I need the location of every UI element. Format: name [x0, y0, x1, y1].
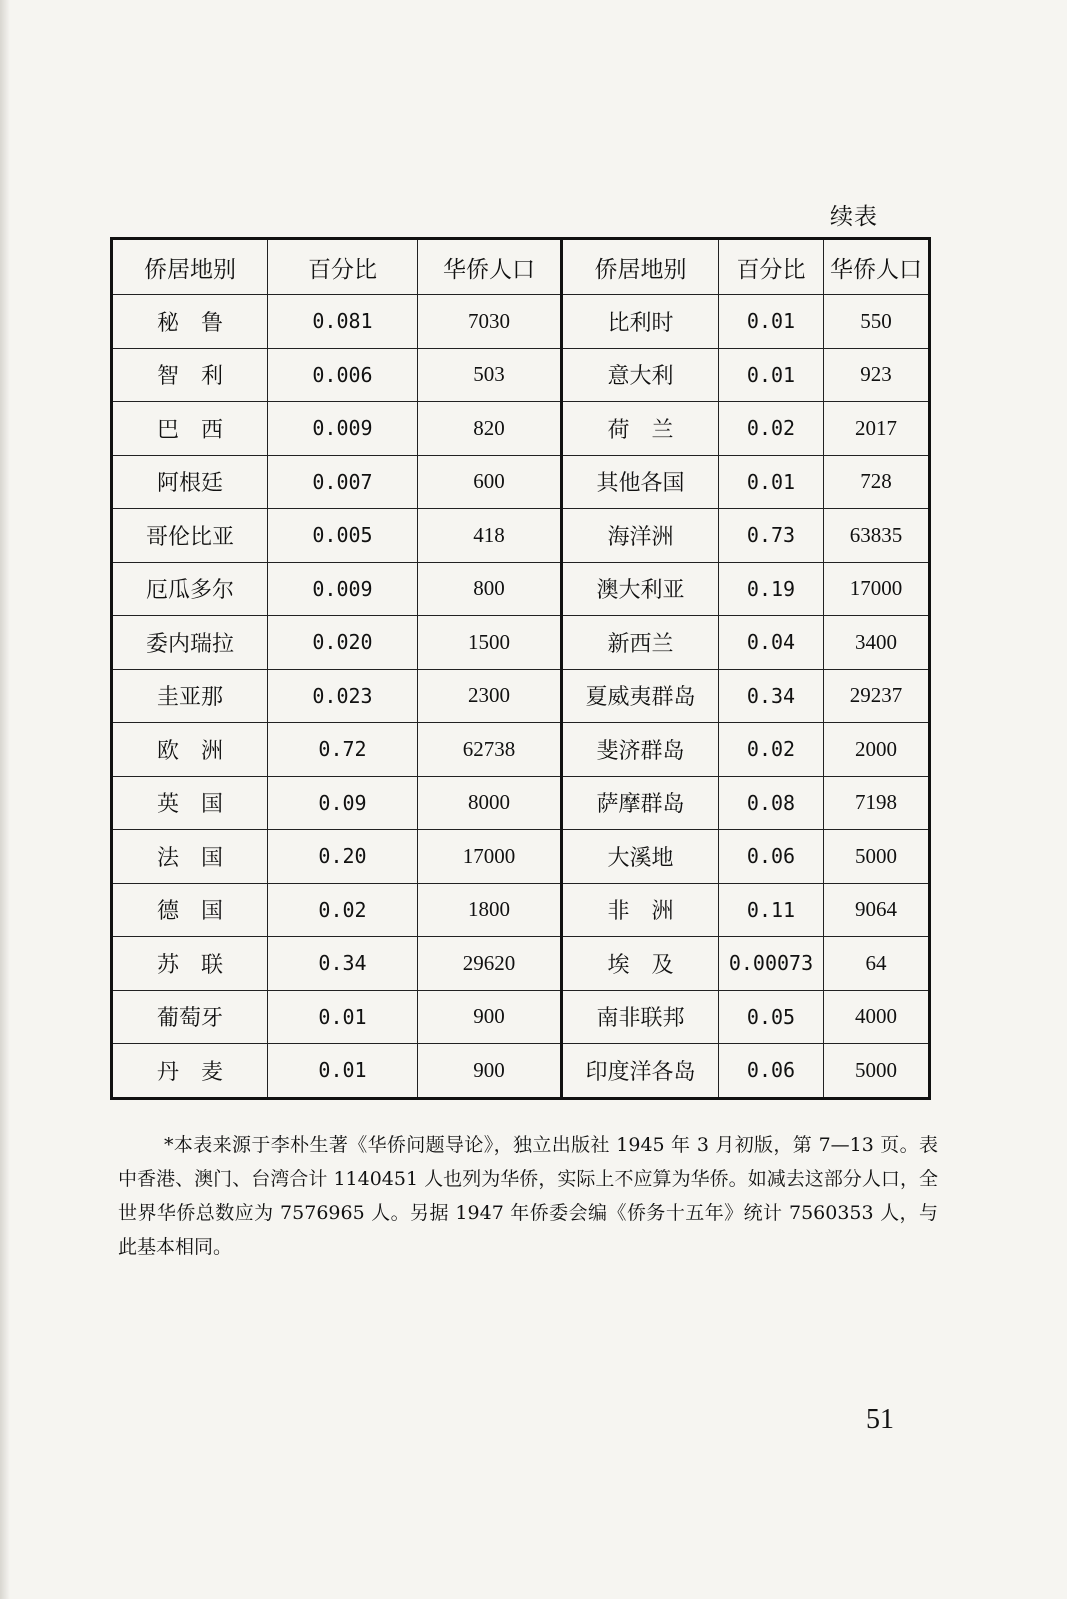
cell-population: 800 — [418, 562, 562, 616]
continued-table-label: 续表 — [830, 204, 878, 230]
cell-location: 大溪地 — [562, 830, 719, 884]
cell-population: 9064 — [824, 883, 930, 937]
cell-population: 2000 — [824, 723, 930, 777]
cell-percentage: 0.73 — [719, 509, 824, 563]
cell-location: 圭亚那 — [112, 669, 268, 723]
cell-population: 17000 — [824, 562, 930, 616]
cell-percentage: 0.081 — [268, 295, 418, 349]
table-row — [112, 348, 930, 402]
cell-location: 海洋洲 — [562, 509, 719, 563]
table-row — [112, 937, 930, 991]
cell-location: 意大利 — [562, 348, 719, 402]
cell-percentage: 0.05 — [719, 990, 824, 1044]
cell-percentage: 0.009 — [268, 402, 418, 456]
cell-population: 600 — [418, 455, 562, 509]
cell-location: 其他各国 — [562, 455, 719, 509]
cell-location: 夏威夷群岛 — [562, 669, 719, 723]
table-row — [112, 295, 930, 349]
header-population: 华侨人口 — [824, 239, 930, 295]
cell-location: 委内瑞拉 — [112, 616, 268, 670]
cell-percentage: 0.04 — [719, 616, 824, 670]
cell-population: 62738 — [418, 723, 562, 777]
cell-population: 503 — [418, 348, 562, 402]
cell-location: 斐济群岛 — [562, 723, 719, 777]
cell-percentage: 0.006 — [268, 348, 418, 402]
cell-population: 5000 — [824, 830, 930, 884]
cell-location: 丹 麦 — [112, 1044, 268, 1099]
cell-location: 巴 西 — [112, 402, 268, 456]
cell-percentage: 0.20 — [268, 830, 418, 884]
table-row — [112, 455, 930, 509]
page-edge-shadow — [0, 0, 10, 1599]
cell-percentage: 0.34 — [268, 937, 418, 991]
table-body — [112, 295, 930, 1099]
cell-population: 900 — [418, 990, 562, 1044]
cell-location: 萨摩群岛 — [562, 776, 719, 830]
cell-population: 7030 — [418, 295, 562, 349]
cell-percentage: 0.01 — [719, 348, 824, 402]
table-row — [112, 990, 930, 1044]
cell-location: 比利时 — [562, 295, 719, 349]
cell-percentage: 0.34 — [719, 669, 824, 723]
cell-percentage: 0.02 — [268, 883, 418, 937]
cell-percentage: 0.023 — [268, 669, 418, 723]
table-row — [112, 830, 930, 884]
cell-percentage: 0.02 — [719, 723, 824, 777]
cell-location: 秘 鲁 — [112, 295, 268, 349]
table-footnote: *本表来源于李朴生著《华侨问题导论》，独立出版社 1945 年 3 月初版，第 7—13 页。表中香港、澳门、台湾合计 1140451 人也列为华侨，实际上不应算为华侨。如减去这部分人口，全世界华侨总数应为 7576965 人。另据 1947 年侨委会编《侨务十五年》统计 7560353 人，与此基本相同。 — [118, 1134, 938, 1258]
cell-population: 900 — [418, 1044, 562, 1099]
cell-population: 820 — [418, 402, 562, 456]
cell-location: 南非联邦 — [562, 990, 719, 1044]
cell-percentage: 0.72 — [268, 723, 418, 777]
cell-percentage: 0.11 — [719, 883, 824, 937]
cell-location: 埃 及 — [562, 937, 719, 991]
cell-location: 英 国 — [112, 776, 268, 830]
cell-percentage: 0.02 — [719, 402, 824, 456]
cell-location: 哥伦比亚 — [112, 509, 268, 563]
cell-percentage: 0.01 — [719, 295, 824, 349]
cell-population: 923 — [824, 348, 930, 402]
cell-population: 5000 — [824, 1044, 930, 1099]
page-number: 51 — [866, 1404, 894, 1435]
cell-percentage: 0.06 — [719, 1044, 824, 1099]
cell-percentage: 0.01 — [268, 990, 418, 1044]
header-percentage: 百分比 — [719, 239, 824, 295]
cell-population: 64 — [824, 937, 930, 991]
cell-population: 3400 — [824, 616, 930, 670]
cell-population: 8000 — [418, 776, 562, 830]
header-population: 华侨人口 — [418, 239, 562, 295]
overseas-chinese-population-table — [110, 237, 931, 1100]
cell-location: 阿根廷 — [112, 455, 268, 509]
table-row — [112, 669, 930, 723]
cell-population: 1500 — [418, 616, 562, 670]
table-row — [112, 723, 930, 777]
cell-population: 7198 — [824, 776, 930, 830]
table-header-row — [112, 239, 930, 295]
cell-population: 1800 — [418, 883, 562, 937]
cell-location: 印度洋各岛 — [562, 1044, 719, 1099]
table-row — [112, 1044, 930, 1099]
cell-population: 418 — [418, 509, 562, 563]
cell-population: 2300 — [418, 669, 562, 723]
cell-location: 葡萄牙 — [112, 990, 268, 1044]
cell-location: 澳大利亚 — [562, 562, 719, 616]
cell-location: 荷 兰 — [562, 402, 719, 456]
cell-percentage: 0.01 — [719, 455, 824, 509]
cell-population: 17000 — [418, 830, 562, 884]
cell-population: 29620 — [418, 937, 562, 991]
cell-percentage: 0.08 — [719, 776, 824, 830]
table-row — [112, 776, 930, 830]
cell-percentage: 0.007 — [268, 455, 418, 509]
table-row — [112, 509, 930, 563]
cell-location: 非 洲 — [562, 883, 719, 937]
cell-percentage: 0.01 — [268, 1044, 418, 1099]
cell-percentage: 0.005 — [268, 509, 418, 563]
cell-location: 欧 洲 — [112, 723, 268, 777]
cell-location: 新西兰 — [562, 616, 719, 670]
cell-location: 德 国 — [112, 883, 268, 937]
cell-percentage: 0.020 — [268, 616, 418, 670]
cell-location: 苏 联 — [112, 937, 268, 991]
cell-population: 4000 — [824, 990, 930, 1044]
cell-percentage: 0.06 — [719, 830, 824, 884]
header-percentage: 百分比 — [268, 239, 418, 295]
table-row — [112, 562, 930, 616]
table-row — [112, 616, 930, 670]
table-row — [112, 883, 930, 937]
cell-location: 智 利 — [112, 348, 268, 402]
cell-percentage: 0.19 — [719, 562, 824, 616]
cell-population: 63835 — [824, 509, 930, 563]
cell-location: 厄瓜多尔 — [112, 562, 268, 616]
table-row — [112, 402, 930, 456]
cell-percentage: 0.009 — [268, 562, 418, 616]
header-location: 侨居地别 — [562, 239, 719, 295]
cell-population: 550 — [824, 295, 930, 349]
cell-location: 法 国 — [112, 830, 268, 884]
cell-population: 29237 — [824, 669, 930, 723]
header-location: 侨居地别 — [112, 239, 268, 295]
cell-percentage: 0.00073 — [719, 937, 824, 991]
cell-population: 2017 — [824, 402, 930, 456]
cell-percentage: 0.09 — [268, 776, 418, 830]
cell-population: 728 — [824, 455, 930, 509]
